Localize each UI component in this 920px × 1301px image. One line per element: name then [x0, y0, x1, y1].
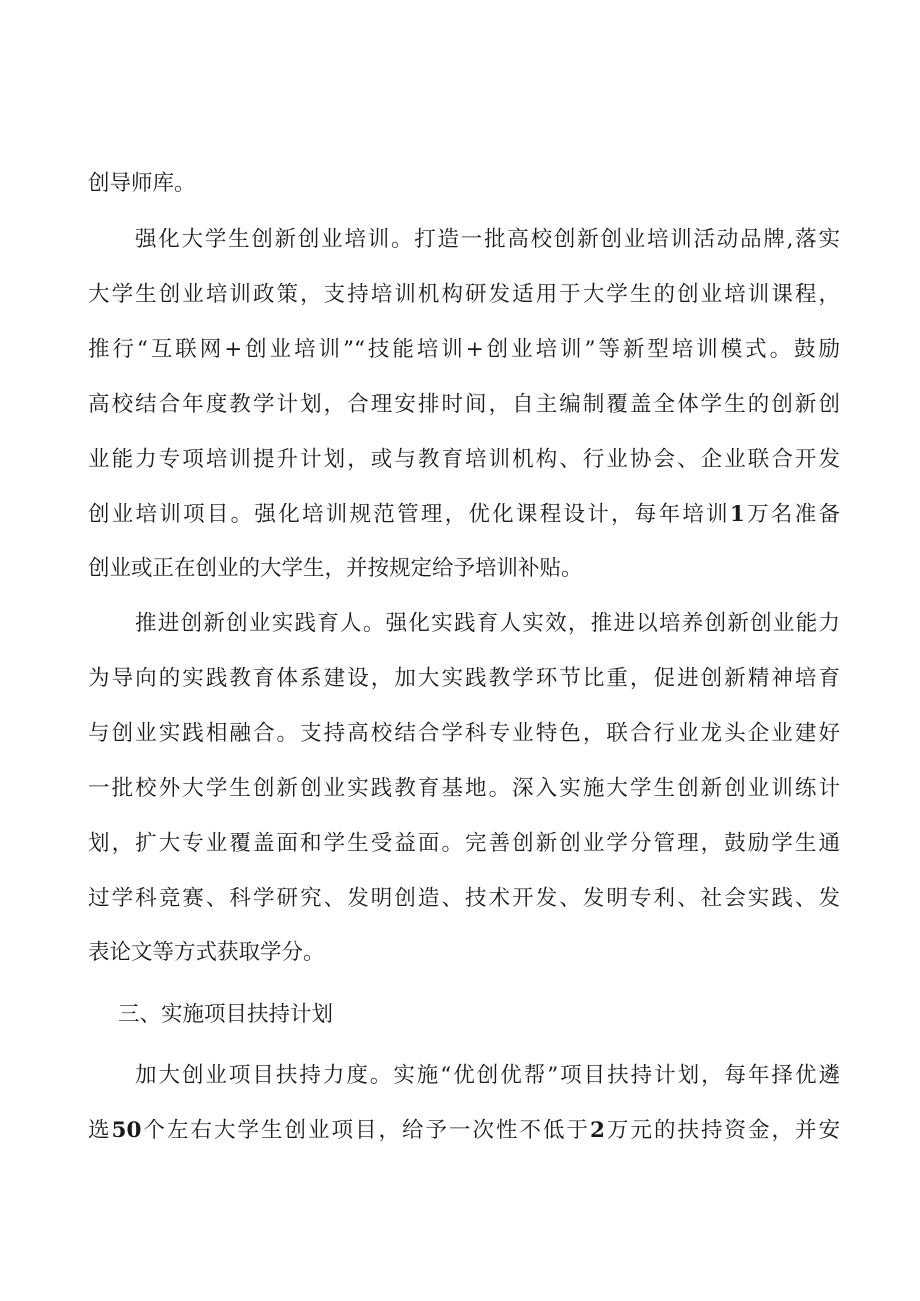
- section-heading: 三、实施项目扶持计划: [118, 1002, 334, 1027]
- text-line: 表论文等方式获取学分。: [88, 940, 325, 965]
- text-line: 为导向的实践教育体系建设，加大实践教学环节比重，促进创新精神培育: [88, 666, 840, 691]
- text-line: 推行“互联网+创业培训”“技能培训+创业培训”等新型培训模式。鼓励: [88, 337, 840, 362]
- text-line: 创导师库。: [88, 171, 196, 196]
- text-line: 创业或正在创业的大学生，并按规定给予培训补贴。: [88, 556, 583, 581]
- text-line: 一批校外大学生创新创业实践教育基地。深入实施大学生创新创业训练计: [88, 776, 840, 801]
- text-line: 加大创业项目扶持力度。实施“优创优帮”项目扶持计划，每年择优遴: [135, 1063, 840, 1088]
- text-line: 与创业实践相融合。支持高校结合学科专业特色，联合行业龙头企业建好: [88, 721, 840, 746]
- text-line: 高校结合年度教学计划，合理安排时间，自主编制覆盖全体学生的创新创: [88, 392, 840, 417]
- text-line: 强化大学生创新创业培训。打造一批高校创新创业培训活动品牌,落实: [135, 227, 840, 252]
- text-line: 创业培训项目。强化培训规范管理，优化课程设计，每年培训1万名准备: [88, 502, 840, 527]
- text-line: 选50个左右大学生创业项目，给予一次性不低于2万元的扶持资金，并安: [88, 1118, 840, 1143]
- text-line: 推进创新创业实践育人。强化实践育人实效，推进以培养创新创业能力: [135, 611, 840, 636]
- text-line: 划，扩大专业覆盖面和学生受益面。完善创新创业学分管理，鼓励学生通: [88, 831, 840, 856]
- text-line: 业能力专项培训提升计划，或与教育培训机构、行业协会、企业联合开发: [88, 447, 840, 472]
- text-line: 过学科竞赛、科学研究、发明创造、技术开发、发明专利、社会实践、发: [88, 886, 840, 911]
- text-line: 大学生创业培训政策，支持培训机构研发适用于大学生的创业培训课程，: [88, 282, 840, 307]
